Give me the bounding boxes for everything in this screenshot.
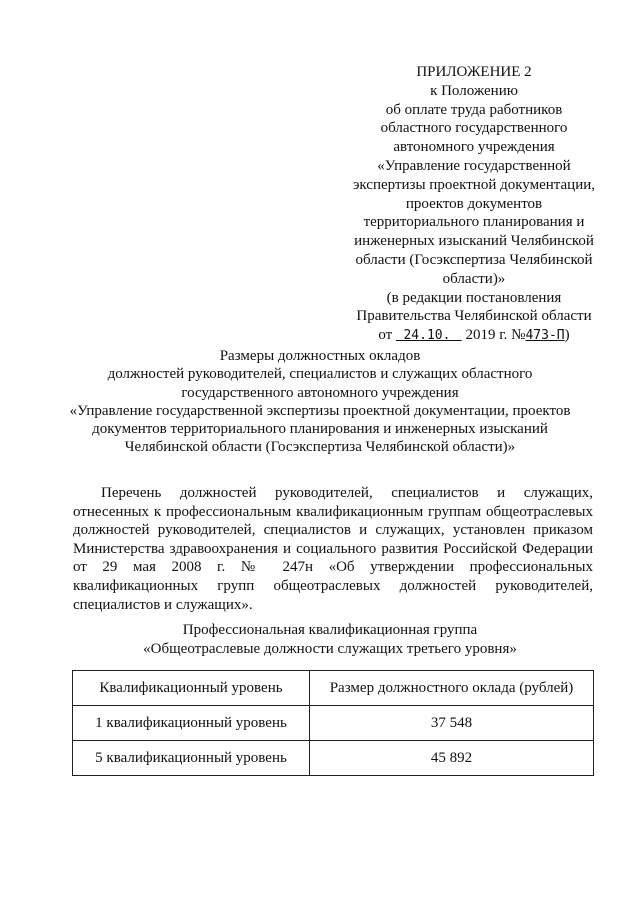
number-prefix: №	[511, 327, 526, 344]
appendix-line: автономного учреждения	[393, 139, 555, 156]
column-header-salary: Размер должностного оклада (рублей)	[310, 671, 594, 706]
date-value: 24.10.	[403, 328, 451, 344]
intro-line: Перечень должностей руководителей, специалистов и служащих,	[101, 485, 593, 501]
appendix-block	[335, 63, 613, 346]
group-title: Профессиональная квалификационная группа	[182, 622, 478, 638]
date-suffix: 2019 г.	[465, 327, 508, 344]
resolution-date-line: от 24.10. 2019 г. №473-П)	[378, 327, 570, 344]
appendix-line: областного государственного	[380, 120, 568, 137]
date-prefix: от	[378, 327, 393, 344]
heading-line: документов территориального планирования и инженерных изысканий	[92, 421, 548, 438]
resolution-number: 473-П	[525, 328, 565, 344]
appendix-line: об оплате труда работников	[385, 101, 563, 118]
heading-line: Челябинской области (Госэкспертиза Челябинской области)»	[124, 439, 516, 456]
level-cell: 1 квалификационный уровень	[73, 706, 310, 741]
level-cell: 5 квалификационный уровень	[73, 741, 310, 776]
column-header-level: Квалификационный уровень	[73, 671, 310, 706]
document-heading	[60, 347, 580, 457]
table-header-row	[73, 671, 594, 706]
heading-line: должностей руководителей, специалистов и служащих областного	[107, 366, 533, 383]
appendix-line: экспертизы проектной документации,	[352, 176, 596, 193]
heading-line: Размеры должностных окладов	[219, 348, 421, 364]
appendix-line: территориального планирования и	[363, 214, 585, 231]
intro-line: отнесенных к профессиональным квалификационным группам общеотраслевых	[73, 503, 593, 520]
intro-line: от 29 мая 2008 г. № 247н «Об утверждении профессиональных	[73, 559, 593, 576]
intro-line: специалистов и служащих».	[73, 596, 253, 613]
appendix-line: области)»	[442, 270, 506, 287]
intro-line: должностей руководителей, специалистов и служащих, установлен приказом	[73, 522, 593, 539]
appendix-line: проектов документов	[405, 195, 543, 212]
heading-line: «Управление государственной экспертизы проектной документации, проектов	[69, 402, 571, 419]
appendix-line: к Положению	[430, 82, 518, 99]
intro-paragraph	[73, 484, 593, 614]
appendix-title: ПРИЛОЖЕНИЕ 2	[416, 64, 532, 80]
salary-cell: 37 548	[310, 706, 594, 741]
table-row	[73, 706, 594, 741]
appendix-line: инженерных изысканий Челябинской	[354, 233, 594, 250]
appendix-line: области (Госэкспертиза Челябинской	[355, 251, 593, 268]
salary-table	[72, 670, 594, 776]
qualification-group-heading	[120, 621, 540, 658]
appendix-line: Правительства Челябинской области	[356, 308, 592, 325]
group-name: «Общеотраслевые должности служащих третьего уровня»	[143, 640, 517, 657]
table-row	[73, 741, 594, 776]
intro-line: Министерства здравоохранения и социального развития Российской Федерации	[73, 540, 593, 557]
appendix-line: (в редакции постановления	[386, 289, 562, 306]
salary-cell: 45 892	[310, 741, 594, 776]
intro-line: квалификационных групп общеотраслевых должностей руководителей,	[73, 577, 593, 594]
heading-line: государственного автономного учреждения	[181, 384, 459, 401]
appendix-line: «Управление государственной	[377, 157, 571, 174]
